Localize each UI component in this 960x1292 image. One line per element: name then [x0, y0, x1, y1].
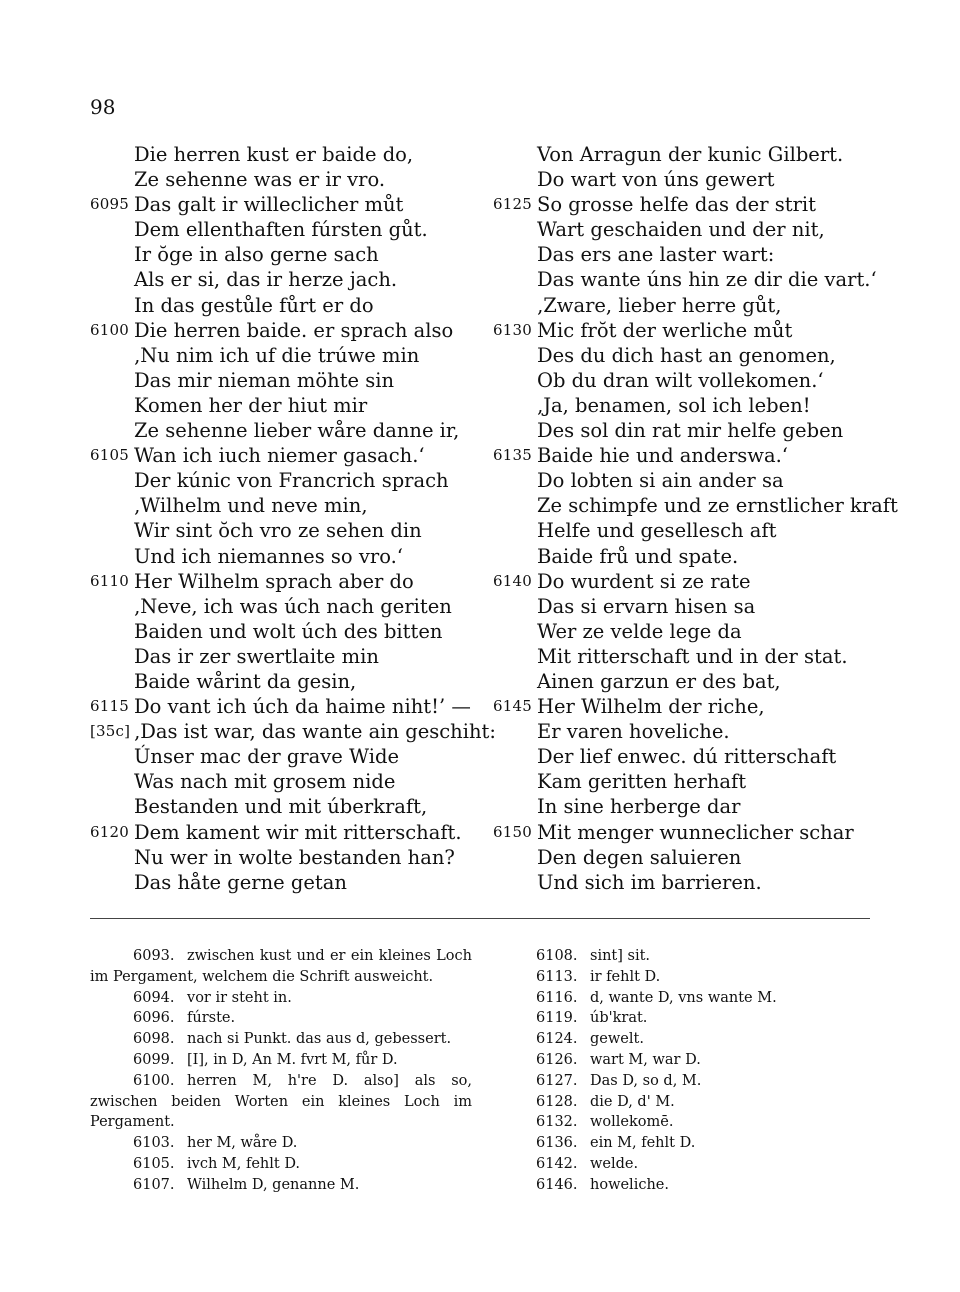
verse-line	[90, 318, 470, 343]
footnote	[493, 1154, 873, 1175]
verse-line	[90, 619, 470, 644]
verse-line	[90, 644, 470, 669]
verse-line	[90, 393, 470, 418]
verse-line	[493, 443, 933, 468]
footnote	[493, 1071, 873, 1092]
verse-line	[493, 619, 933, 644]
verse-text: Des du dich hast an genomen,	[537, 343, 836, 367]
footnote	[90, 988, 472, 1009]
verse-text: Bestanden und mit úberkraft,	[134, 795, 428, 819]
verse-text: Und sich im barrieren.	[537, 870, 762, 894]
footnote-text: Wilhelm D, genanne M.	[187, 1176, 360, 1193]
verse-text: Baiden und wolt úch des bitten	[134, 619, 443, 643]
verse-line	[90, 518, 470, 543]
footnote	[90, 1133, 472, 1154]
verse-column-left	[90, 142, 496, 895]
verse-line	[493, 820, 933, 845]
verse-number: 6145	[493, 697, 532, 716]
verse-line	[493, 669, 933, 694]
verse-text: Der kúnic von Francrich sprach	[134, 469, 449, 493]
verse-text: Die herren kust er baide do,	[134, 143, 414, 166]
verse-line	[493, 167, 933, 192]
verse-text: Nu wer in wolte bestanden han?	[134, 845, 455, 869]
verse-text: Baide hie und anderswa.‘	[537, 444, 788, 468]
footnote	[90, 1050, 472, 1071]
notes-column-left	[90, 946, 472, 1196]
footnote-text: zwischen kust und er ein kleines Loch im Pergament, welchem die Schrift ausweicht.	[90, 948, 472, 985]
verse-line	[90, 544, 470, 569]
verse-text: Das mir nieman möhte sin	[134, 368, 395, 392]
verse-column-right	[493, 142, 933, 895]
verse-line	[493, 870, 933, 895]
verse-line	[493, 267, 933, 292]
verse-text: Do lobten si ain ander sa	[537, 469, 784, 493]
verse-text: Mic frŏt der werliche můt	[537, 318, 793, 342]
verse-line	[90, 468, 470, 493]
verse-text: Und ich niemannes so vro.‘	[134, 544, 403, 568]
verse-text: Ainen garzun er des bat,	[537, 669, 781, 693]
verse-text: Das ers ane laster wart:	[537, 243, 775, 267]
footnote-text: wart M, war D.	[590, 1051, 701, 1068]
footnote	[493, 967, 873, 988]
footnote-number: 6108.	[536, 948, 578, 964]
verse-text: In sine herberge dar	[537, 795, 741, 819]
verse-text: Der lief enwec. dú ritterschaft	[537, 745, 837, 769]
verse-text: Was nach mit grosem nide	[134, 770, 396, 794]
verse-text: Ir ŏge in also gerne sach	[134, 243, 379, 267]
verse-text: Des sol din rat mir helfe geben	[537, 419, 844, 443]
footnote	[90, 1008, 472, 1029]
verse-text: Das wante úns hin ze dir die vart.‘	[537, 268, 877, 292]
verse-number: 6125	[493, 195, 532, 214]
footnote-text: die D, d' M.	[590, 1093, 675, 1110]
verse-text: Den degen saluieren	[537, 845, 742, 869]
verse-text: ‚Das ist war, das wante ain geschiht:	[134, 720, 496, 744]
footnote-text: ivch M, fehlt D.	[187, 1155, 301, 1172]
verse-line	[493, 368, 933, 393]
footnote-number: 6098.	[133, 1031, 175, 1048]
footnote-number: 6094.	[133, 989, 175, 1006]
verse-line	[90, 493, 470, 518]
footnote-number: 6126.	[536, 1051, 578, 1068]
verse-line	[90, 820, 470, 845]
footnote-number: 6105.	[133, 1155, 175, 1172]
footnote-number: 6127.	[536, 1072, 578, 1089]
verse-line	[493, 694, 933, 719]
verse-text: Ze sehenne lieber wåre danne ir,	[134, 419, 460, 443]
footnote	[493, 946, 873, 967]
verse-line	[90, 368, 470, 393]
verse-number: 6100	[90, 320, 129, 339]
footnote-text: sint] sit.	[590, 948, 651, 964]
footnote	[493, 1050, 873, 1071]
verse-text: Ob du dran wilt vollekomen.‘	[537, 368, 824, 392]
footnote-text: howeliche.	[590, 1176, 669, 1193]
verse-line	[90, 142, 470, 167]
verse-text: Ze sehenne was er ir vro.	[134, 168, 386, 192]
verse-text: Helfe und gesellesch aft	[537, 519, 777, 543]
verse-line	[90, 192, 470, 217]
footnote-text: fúrste.	[187, 1010, 236, 1027]
verse-line	[493, 544, 933, 569]
footnote-text: ein M, fehlt D.	[590, 1135, 696, 1152]
footnote-text: welde.	[590, 1155, 639, 1172]
verse-line	[493, 393, 933, 418]
verse-text: Er varen hoveliche.	[537, 720, 730, 744]
footnote	[493, 1029, 873, 1050]
verse-number: 6105	[90, 446, 129, 465]
verse-line	[90, 845, 470, 870]
verse-text: ‚Ja, benamen, sol ich leben!	[537, 393, 811, 417]
verse-text: Wart geschaiden und der nit,	[537, 218, 825, 242]
verse-text: ‚Wilhelm und neve min,	[134, 494, 368, 518]
verse-line	[493, 468, 933, 493]
verse-text: Do wart von úns gewert	[537, 168, 775, 192]
footnote	[90, 946, 472, 988]
verse-number: 6130	[493, 320, 532, 339]
verse-text: Her Wilhelm sprach aber do	[134, 569, 414, 593]
verse-line	[90, 167, 470, 192]
verse-line	[493, 418, 933, 443]
footnote-number: 6096.	[133, 1010, 175, 1027]
verse-line	[90, 242, 470, 267]
footnote	[90, 1029, 472, 1050]
footnote-number: 6116.	[536, 989, 578, 1006]
verse-line	[493, 318, 933, 343]
footnote-number: 6103.	[133, 1135, 175, 1152]
verse-text: Do wurdent si ze rate	[537, 569, 751, 593]
verse-line	[90, 267, 470, 292]
verse-text: Kam geritten herhaft	[537, 770, 747, 794]
verse-number: [35c]	[90, 722, 131, 741]
verse-text: Von Arragun der kunic Gilbert.	[537, 143, 844, 166]
footnote-number: 6124.	[536, 1031, 578, 1048]
footnote	[493, 1112, 873, 1133]
footnote	[90, 1175, 472, 1196]
verse-text: Dem kament wir mit ritterschaft.	[134, 820, 462, 844]
verse-line	[90, 769, 470, 794]
verse-line	[493, 192, 933, 217]
footnote	[493, 988, 873, 1009]
verse-line	[90, 217, 470, 242]
verse-text: Baide frů und spate.	[537, 544, 739, 568]
verse-line	[90, 594, 470, 619]
verse-number: 6095	[90, 195, 129, 214]
verse-text: Mit menger wunneclicher schar	[537, 820, 854, 844]
footnote-number: 6099.	[133, 1051, 175, 1068]
footnote-number: 6142.	[536, 1155, 578, 1172]
verse-number: 6150	[493, 822, 532, 841]
verse-number: 6120	[90, 822, 129, 841]
footnote-text: ir fehlt D.	[590, 968, 661, 985]
verse-text: Das galt ir willeclicher můt	[134, 193, 404, 217]
footnote-number: 6107.	[133, 1176, 175, 1193]
footnote-number: 6128.	[536, 1093, 578, 1110]
verse-number: 6135	[493, 446, 532, 465]
footnote-number: 6119.	[536, 1010, 578, 1027]
verse-number: 6115	[90, 697, 129, 716]
verse-text: Baide wårint da gesin,	[134, 669, 357, 693]
footnote-text: Das D, so d, M.	[590, 1072, 702, 1089]
footnote	[90, 1154, 472, 1175]
verse-text: Únser mac der grave Wide	[134, 745, 399, 769]
verse-line	[493, 493, 933, 518]
verse-text: Die herren baide. er sprach also	[134, 318, 454, 342]
verse-text: Do vant ich úch da haime niht!’ —	[134, 695, 471, 719]
verse-text: ‚Nu nim ich uf die trúwe min	[134, 343, 420, 367]
footnote	[493, 1175, 873, 1196]
verse-line	[493, 293, 933, 318]
verse-text: Her Wilhelm der riche,	[537, 695, 765, 719]
footnote-number: 6136.	[536, 1135, 578, 1152]
verse-line	[90, 569, 470, 594]
verse-line	[493, 242, 933, 267]
footnote-text: herren M, h're D. also] als so, zwischen beiden Worten ein kleines Loch im Pergament.	[90, 1072, 472, 1131]
verse-line	[493, 719, 933, 744]
verse-line	[90, 669, 470, 694]
verse-line	[493, 217, 933, 242]
footnote	[493, 1133, 873, 1154]
verse-text: Dem ellenthaften fúrsten gůt.	[134, 218, 428, 242]
verse-number: 6140	[493, 571, 532, 590]
verse-text: Das si ervarn hisen sa	[537, 594, 756, 618]
verse-number: 6110	[90, 571, 129, 590]
footnote-number: 6093.	[133, 948, 175, 964]
verse-line	[90, 293, 470, 318]
page-number: 98	[90, 95, 116, 119]
footnote-number: 6132.	[536, 1114, 578, 1131]
verse-line	[90, 443, 470, 468]
verse-line	[493, 142, 933, 167]
verse-line	[90, 794, 470, 819]
verse-line	[493, 343, 933, 368]
verse-text: Als er si, das ir herze jach.	[134, 268, 398, 292]
verse-line	[90, 694, 470, 719]
verse-text: Mit ritterschaft und in der stat.	[537, 644, 848, 668]
verse-text: Das ir zer swertlaite min	[134, 644, 379, 668]
verse-line	[493, 744, 933, 769]
footnote-text: vor ir steht in.	[187, 989, 292, 1006]
verse-line	[90, 719, 496, 744]
footnote-number: 6100.	[133, 1072, 175, 1089]
footnote	[493, 1092, 873, 1113]
verse-text: In das gestůle fůrt er do	[134, 293, 374, 317]
verse-text: Ze schimpfe und ze ernstlicher kraft	[537, 494, 898, 518]
footnote	[493, 1008, 873, 1029]
verse-line	[493, 569, 933, 594]
verse-text: ‚Neve, ich was úch nach geriten	[134, 594, 452, 618]
verse-line	[493, 769, 933, 794]
verse-line	[493, 644, 933, 669]
verse-text: ‚Zware, lieber herre gůt,	[537, 293, 782, 317]
verse-line	[90, 418, 470, 443]
verse-line	[493, 518, 933, 543]
footnote-text: gewelt.	[590, 1031, 644, 1048]
verse-text: Wir sint ŏch vro ze sehen din	[134, 519, 422, 543]
verse-text: Wer ze velde lege da	[537, 619, 742, 643]
footnote-text: wollekomē.	[590, 1114, 674, 1131]
verse-line	[90, 870, 470, 895]
footnote-text: nach si Punkt. das aus d, gebessert.	[187, 1031, 452, 1048]
footnote-divider	[90, 918, 870, 919]
footnote-text: d, wante D, vns wante M.	[590, 989, 777, 1006]
verse-text: Wan ich iuch niemer gasach.‘	[134, 444, 425, 468]
verse-line	[90, 343, 470, 368]
footnote-number: 6146.	[536, 1176, 578, 1193]
footnote-text: her M, wåre D.	[187, 1135, 298, 1152]
verse-text: Komen her der hiut mir	[134, 393, 368, 417]
footnote-text: úb'krat.	[590, 1010, 648, 1027]
verse-line	[493, 845, 933, 870]
verse-text: So grosse helfe das der strit	[537, 193, 816, 217]
verse-text: Das håte gerne getan	[134, 870, 347, 894]
footnote-text: [I], in D, An M. fvrt M, fůr D.	[187, 1051, 398, 1068]
verse-line	[90, 744, 470, 769]
footnote-number: 6113.	[536, 968, 578, 985]
verse-line	[493, 794, 933, 819]
notes-column-right	[493, 946, 873, 1196]
verse-line	[493, 594, 933, 619]
footnote	[90, 1071, 472, 1133]
